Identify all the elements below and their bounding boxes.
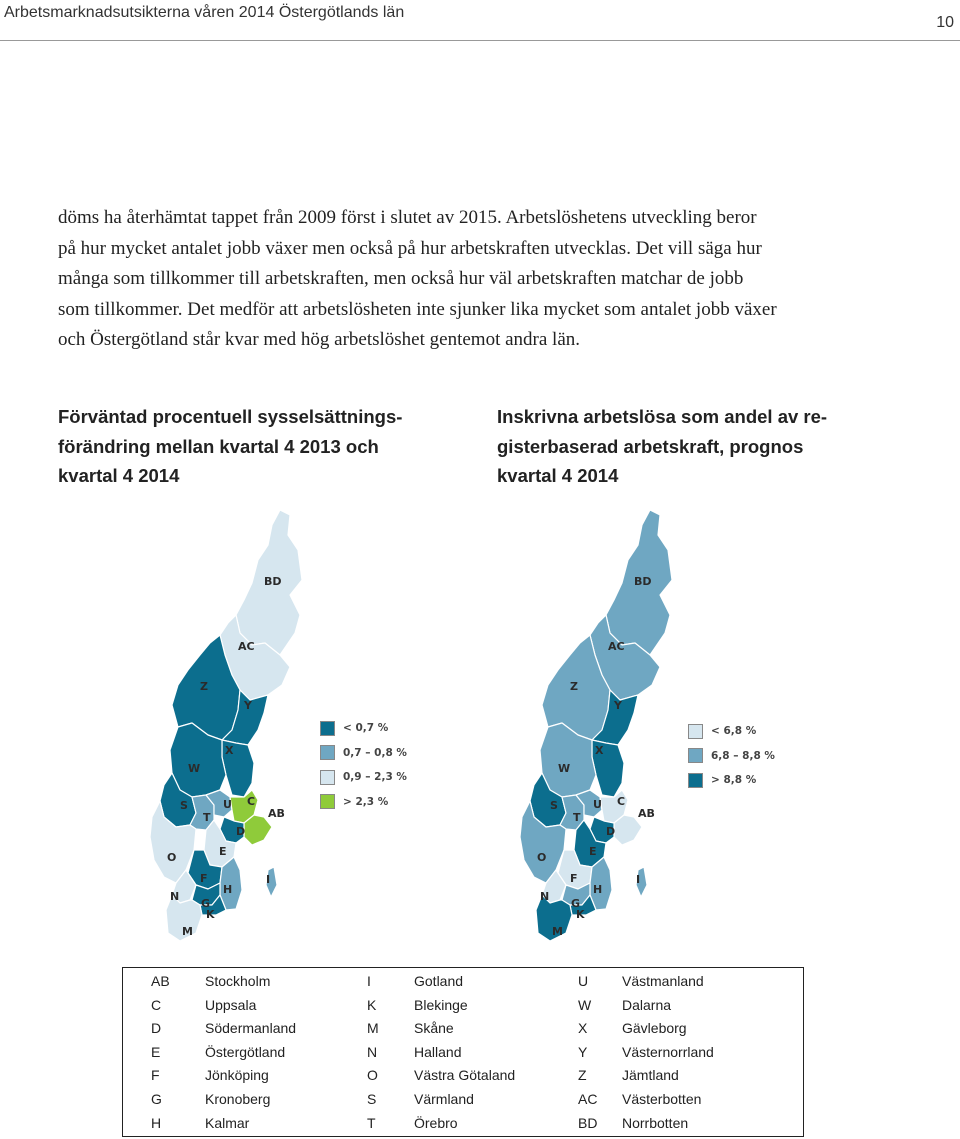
region-label: AB <box>638 807 655 820</box>
unemployment-map-heading <box>497 402 869 491</box>
county-code: AC <box>578 1091 598 1107</box>
region-label: G <box>201 897 211 910</box>
unemployment-share-map <box>510 505 680 950</box>
county-code: N <box>367 1043 378 1060</box>
county-code-table <box>122 967 804 1137</box>
region-label: X <box>595 744 604 757</box>
table-row <box>123 1016 803 1040</box>
county-name: Västmanland <box>622 973 704 989</box>
heading-line: kvartal 4 2014 <box>58 465 180 486</box>
county-code: BD <box>578 1114 598 1131</box>
region-label: X <box>225 744 234 757</box>
county-name: Västerbotten <box>622 1091 702 1107</box>
county-code: G <box>151 1091 162 1107</box>
table-row <box>123 1111 803 1135</box>
county-code: W <box>578 996 592 1013</box>
legend-item <box>688 744 775 769</box>
region-label: U <box>223 798 232 811</box>
county-name: Uppsala <box>205 996 257 1013</box>
body-line: döms ha återhämtat tappet från 2009 först i slutet av 2015. Arbetslöshetens utveckling beror <box>58 207 757 228</box>
region-label: I <box>636 873 641 886</box>
county-code: S <box>367 1091 377 1107</box>
legend-swatch <box>688 748 703 763</box>
region-label: G <box>571 897 581 910</box>
county-name: Blekinge <box>414 996 468 1013</box>
region-label: Y <box>614 699 622 712</box>
region-label: O <box>537 851 547 864</box>
region-label: H <box>593 883 603 896</box>
region-label: M <box>182 925 193 938</box>
county-code: F <box>151 1067 160 1084</box>
region-label: N <box>540 890 550 903</box>
county-name: Skåne <box>414 1020 454 1037</box>
county-name: Östergötland <box>205 1043 286 1060</box>
body-line: på hur mycket antalet jobb växer men också på hur arbetskraften utvecklas. Det vill säga hur <box>58 237 762 259</box>
legend-item <box>320 741 407 766</box>
county-code: I <box>367 973 371 989</box>
page-header-title: Arbetsmarknadsutsikterna våren 2014 Östergötlands län <box>4 4 405 21</box>
table-row <box>123 969 803 993</box>
legend-item <box>320 765 407 790</box>
region-label: F <box>200 872 208 885</box>
county-name: Kalmar <box>205 1114 250 1131</box>
body-line: som tillkommer. Det medför att arbetslösheten inte sjunker lika mycket som antalet jobb växer <box>58 298 777 320</box>
legend-swatch <box>320 721 335 736</box>
legend-item <box>320 790 407 815</box>
table-row <box>123 993 803 1017</box>
county-name: Jönköping <box>205 1067 269 1084</box>
table-row <box>123 1040 803 1064</box>
county-code: Z <box>578 1067 587 1084</box>
legend-swatch <box>320 745 335 760</box>
county-code: Y <box>578 1043 588 1060</box>
county-code: C <box>151 996 162 1013</box>
county-name: Norrbotten <box>622 1114 689 1131</box>
page-number: 10 <box>936 14 954 31</box>
region-label: E <box>219 845 227 858</box>
region-label: H <box>223 883 233 896</box>
region-label: S <box>550 799 558 812</box>
region-label: E <box>589 845 597 858</box>
region-label: BD <box>264 575 282 588</box>
region-label: BD <box>634 575 652 588</box>
county-name: Värmland <box>414 1091 474 1107</box>
region-label: AC <box>608 640 625 653</box>
region-label: W <box>558 762 571 775</box>
county-code: E <box>151 1043 161 1060</box>
county-code: M <box>367 1020 379 1037</box>
county-name: Gävleborg <box>622 1020 687 1037</box>
heading-line: Inskrivna arbetslösa som andel av re- <box>497 406 828 427</box>
legend-label: 6,8 – 8,8 % <box>711 749 775 762</box>
region-label: Z <box>200 680 208 693</box>
region-label: O <box>167 851 177 864</box>
region-label: C <box>617 795 626 808</box>
employment-map-legend <box>320 716 407 814</box>
legend-label: > 2,3 % <box>343 795 389 808</box>
region-label: T <box>573 811 581 824</box>
body-line: och Östergötland står kvar med hög arbetslöshet gentemot andra län. <box>58 329 580 350</box>
body-line: många som tillkommer till arbetskraften, men också hur väl arbetskraften matchar de jobb <box>58 268 744 289</box>
county-name: Jämtland <box>622 1067 679 1084</box>
county-code: X <box>578 1020 588 1037</box>
unemployment-map-legend <box>688 719 775 793</box>
legend-item <box>320 716 407 741</box>
legend-label: > 8,8 % <box>711 774 757 787</box>
region-label: AC <box>238 640 255 653</box>
region-label: Y <box>244 699 252 712</box>
county-name: Södermanland <box>205 1020 297 1037</box>
region-label: W <box>188 762 201 775</box>
employment-map-heading <box>58 402 430 491</box>
heading-line: Förväntad procentuell sysselsättnings- <box>58 406 403 427</box>
region-label: N <box>170 890 180 903</box>
heading-line: gisterbaserad arbetskraft, prognos <box>497 435 804 457</box>
legend-swatch <box>688 724 703 739</box>
region-label: M <box>552 925 563 938</box>
legend-swatch <box>320 770 335 785</box>
county-code: AB <box>151 973 170 989</box>
county-name: Stockholm <box>205 973 271 989</box>
region-label: S <box>180 799 188 812</box>
county-name: Dalarna <box>622 996 672 1013</box>
region-label: U <box>593 798 602 811</box>
region-label: AB <box>268 807 285 820</box>
county-code: H <box>151 1114 162 1131</box>
county-name: Västernorrland <box>622 1043 714 1060</box>
county-code: T <box>367 1114 376 1131</box>
legend-label: 0,9 – 2,3 % <box>343 771 407 784</box>
region-label: T <box>203 811 211 824</box>
county-code: U <box>578 973 589 989</box>
body-paragraph <box>58 203 874 356</box>
region-label: D <box>606 825 616 838</box>
legend-swatch <box>688 773 703 788</box>
region-label: Z <box>570 680 578 693</box>
region-label: I <box>266 873 271 886</box>
region-label: F <box>570 872 578 885</box>
county-name: Kronoberg <box>205 1091 271 1107</box>
table-row <box>123 1087 803 1111</box>
employment-change-map <box>140 505 310 950</box>
legend-item <box>688 768 775 793</box>
heading-line: kvartal 4 2014 <box>497 465 619 486</box>
heading-line: förändring mellan kvartal 4 2013 och <box>58 435 379 457</box>
legend-swatch <box>320 794 335 809</box>
region-label: K <box>206 908 215 921</box>
header-rule <box>0 40 960 41</box>
county-name: Halland <box>414 1043 462 1060</box>
legend-item <box>688 719 775 744</box>
region-label: K <box>576 908 585 921</box>
region-label: C <box>247 795 256 808</box>
county-code: K <box>367 996 377 1013</box>
legend-label: < 6,8 % <box>711 725 757 738</box>
legend-label: 0,7 – 0,8 % <box>343 746 407 759</box>
county-code: O <box>367 1067 378 1084</box>
county-code: D <box>151 1020 162 1037</box>
county-name: Västra Götaland <box>414 1067 516 1084</box>
region-label: D <box>236 825 246 838</box>
county-name: Gotland <box>414 973 464 989</box>
legend-label: < 0,7 % <box>343 722 389 735</box>
table-row <box>123 1063 803 1087</box>
county-name: Örebro <box>414 1114 458 1131</box>
